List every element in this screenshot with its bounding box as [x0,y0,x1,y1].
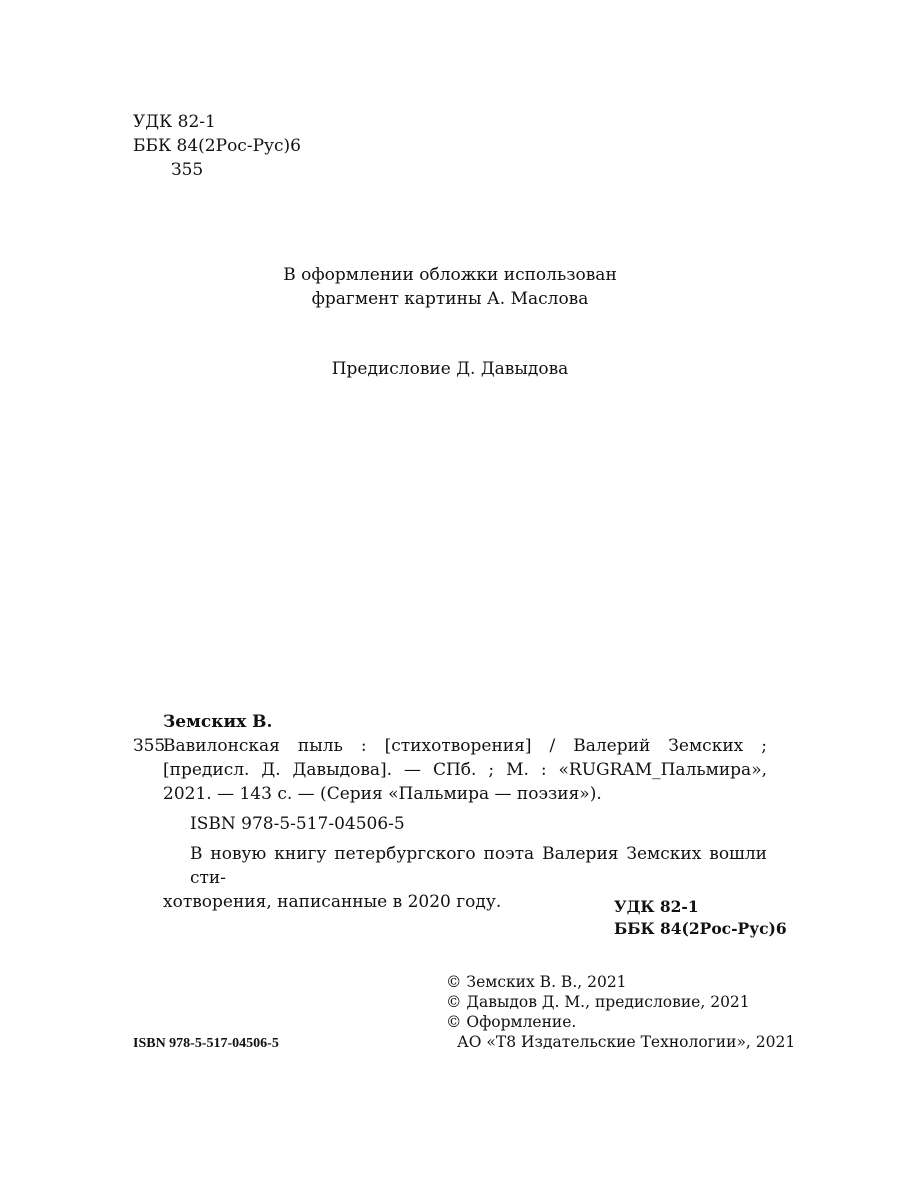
copyright-publisher: АО «Т8 Издательские Технологии», 2021 [457,1033,796,1051]
cover-note [0,263,900,311]
record-line-2: [предисл. Д. Давыдова]. — СПб. ; М. : «RUGRAM_Пальмира», [163,760,767,780]
copyright-author: © Земских В. В., 2021 [446,973,627,991]
bbk-code: ББК 84(2Рос-Рус)6 [133,136,301,156]
cover-note-line-2: фрагмент картины А. Маслова [311,289,589,309]
record-author: Земских В. [163,712,273,732]
copyright-preface: © Давыдов Д. М., предисловие, 2021 [446,993,750,1011]
classification-codes [133,110,301,182]
annotation-line-1: В новую книгу петербургского поэта Валерия Земских вошли сти- [190,844,767,888]
record-entry [133,734,767,806]
record-author-mark: З55 [133,736,166,756]
preface-note: Предисловие Д. Давыдова [331,359,569,379]
record-isbn: ISBN 978-5-517-04506-5 [190,814,405,834]
copyright-design: © Оформление. [446,1013,577,1031]
bbk-code-right: ББК 84(2Рос-Рус)6 [614,919,787,938]
record-line-3: 2021. — 143 с. — (Серия «Пальмира — поэзия»). [163,784,602,804]
author-mark: З55 [171,160,204,180]
isbn-bottom: ISBN 978-5-517-04506-5 [133,1036,279,1051]
record-line-1: Вавилонская пыль : [стихотворения] / Валерий Земских ; [163,736,767,756]
bibliographic-record [133,710,767,914]
udk-code: УДК 82-1 [133,112,216,132]
copyright-block [446,972,795,1052]
annotation-line-2: хотворения, написанные в 2020 году. [163,892,502,912]
udk-code-right: УДК 82-1 [614,897,699,916]
cover-note-line-1: В оформлении обложки использован [283,265,617,285]
classification-codes-right [614,896,787,940]
